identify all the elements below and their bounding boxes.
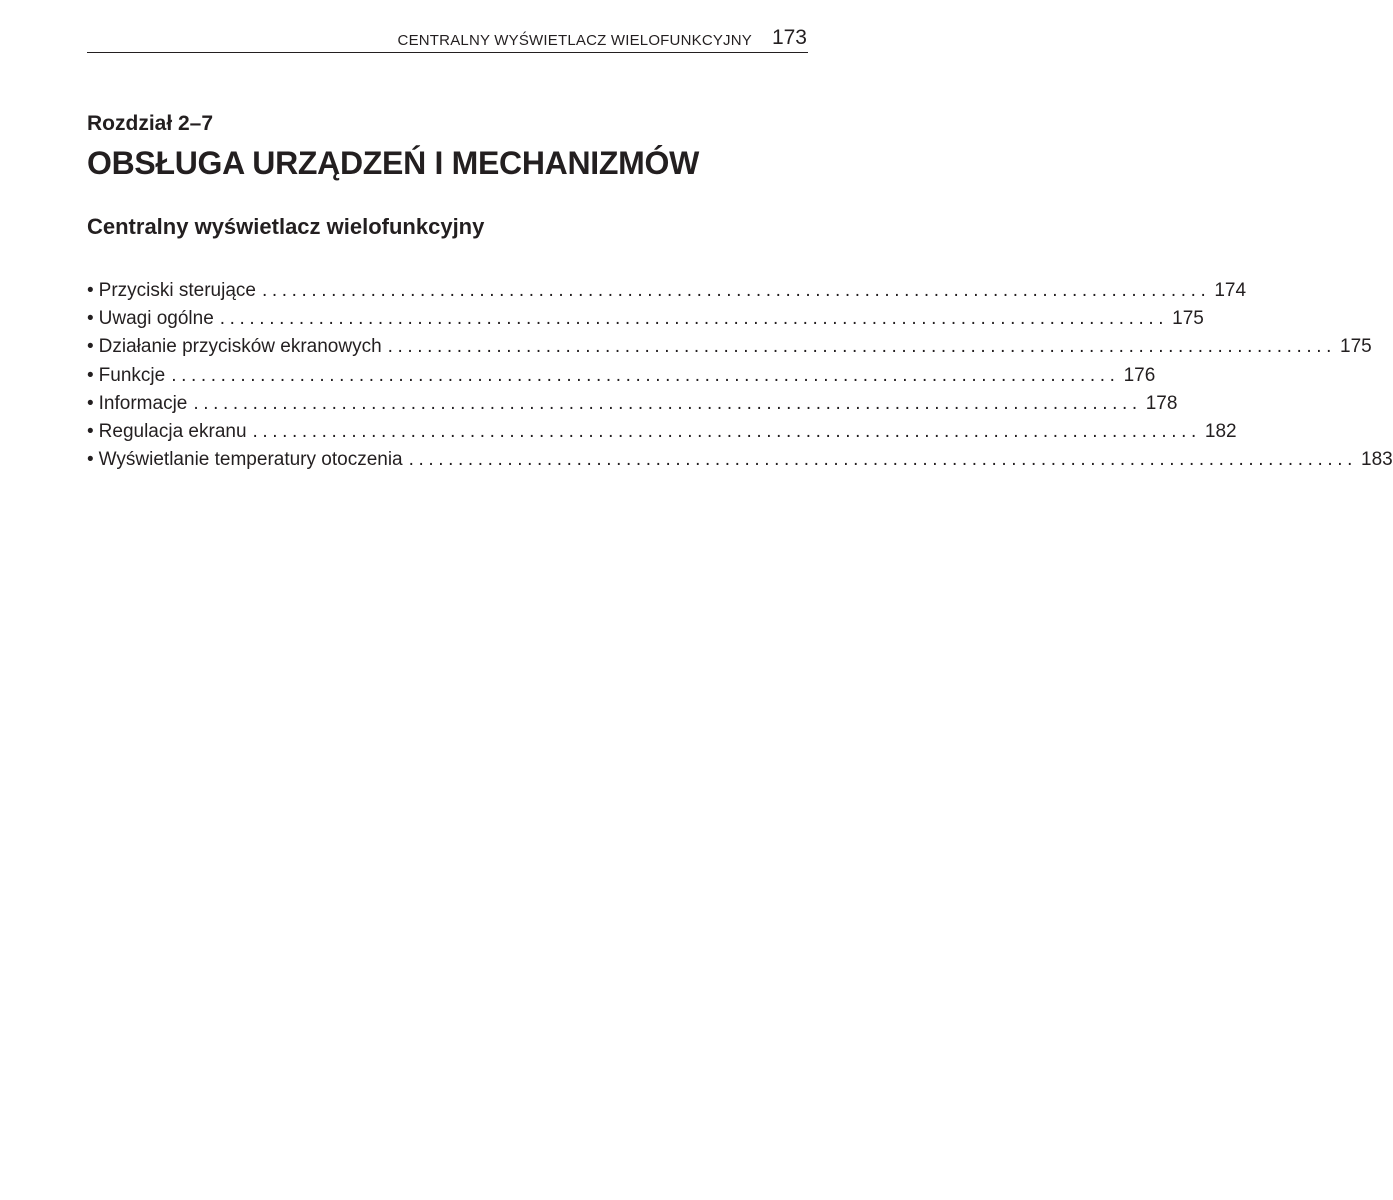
bullet-icon: • <box>87 308 94 330</box>
toc-item[interactable] <box>87 392 1178 421</box>
dot-leader: ................................................................................................ <box>252 420 1201 442</box>
bullet-icon: • <box>87 392 94 414</box>
page-number: 173 <box>771 26 807 49</box>
bullet-icon: • <box>87 280 94 301</box>
toc-item[interactable] <box>87 449 1393 477</box>
bullet-icon: • <box>87 364 94 386</box>
dot-leader: ................................................................................................ <box>261 280 1211 301</box>
dot-leader: ................................................................................................ <box>408 449 1357 471</box>
toc-item-label: Informacje <box>98 392 188 414</box>
running-header <box>87 26 808 53</box>
toc-item[interactable] <box>87 420 1237 449</box>
dot-leader: ................................................................................................ <box>193 392 1142 414</box>
chapter-title: OBSŁUGA URZĄDZEŃ I MECHANIZMÓW <box>87 145 699 181</box>
toc-item-page: 178 <box>1145 392 1178 414</box>
toc-item-page: 182 <box>1204 420 1237 442</box>
toc-item[interactable] <box>87 336 1372 364</box>
toc-item[interactable] <box>87 364 1156 393</box>
toc-item-label: Przyciski sterujące <box>98 280 256 301</box>
chapter-label: Rozdział 2–7 <box>87 112 214 135</box>
toc-item-page: 175 <box>1340 336 1372 358</box>
toc-item[interactable] <box>87 308 1204 336</box>
bullet-icon: • <box>87 449 94 471</box>
bullet-icon: • <box>87 420 94 442</box>
running-header-title: CENTRALNY WYŚWIETLACZ WIELOFUNKCYJNY <box>397 32 752 49</box>
dot-leader: ................................................................................................ <box>171 364 1120 386</box>
dot-leader: ................................................................................................ <box>387 336 1337 358</box>
toc-item-page: 183 <box>1361 449 1393 471</box>
toc-item-label: Wyświetlanie temperatury otoczenia <box>98 449 403 471</box>
toc-item-page: 175 <box>1172 308 1204 330</box>
table-of-contents <box>87 280 1393 477</box>
toc-item-label: Uwagi ogólne <box>98 308 214 330</box>
bullet-icon: • <box>87 336 94 358</box>
toc-item-page: 176 <box>1123 364 1156 386</box>
dot-leader: ................................................................................................ <box>219 308 1169 330</box>
toc-item-label: Działanie przycisków ekranowych <box>98 336 382 358</box>
toc-item-label: Funkcje <box>98 364 166 386</box>
toc-item[interactable] <box>87 280 1247 308</box>
toc-item-page: 174 <box>1214 280 1247 301</box>
toc-item-label: Regulacja ekranu <box>98 420 247 442</box>
section-title: Centralny wyświetlacz wielofunkcyjny <box>87 214 485 239</box>
